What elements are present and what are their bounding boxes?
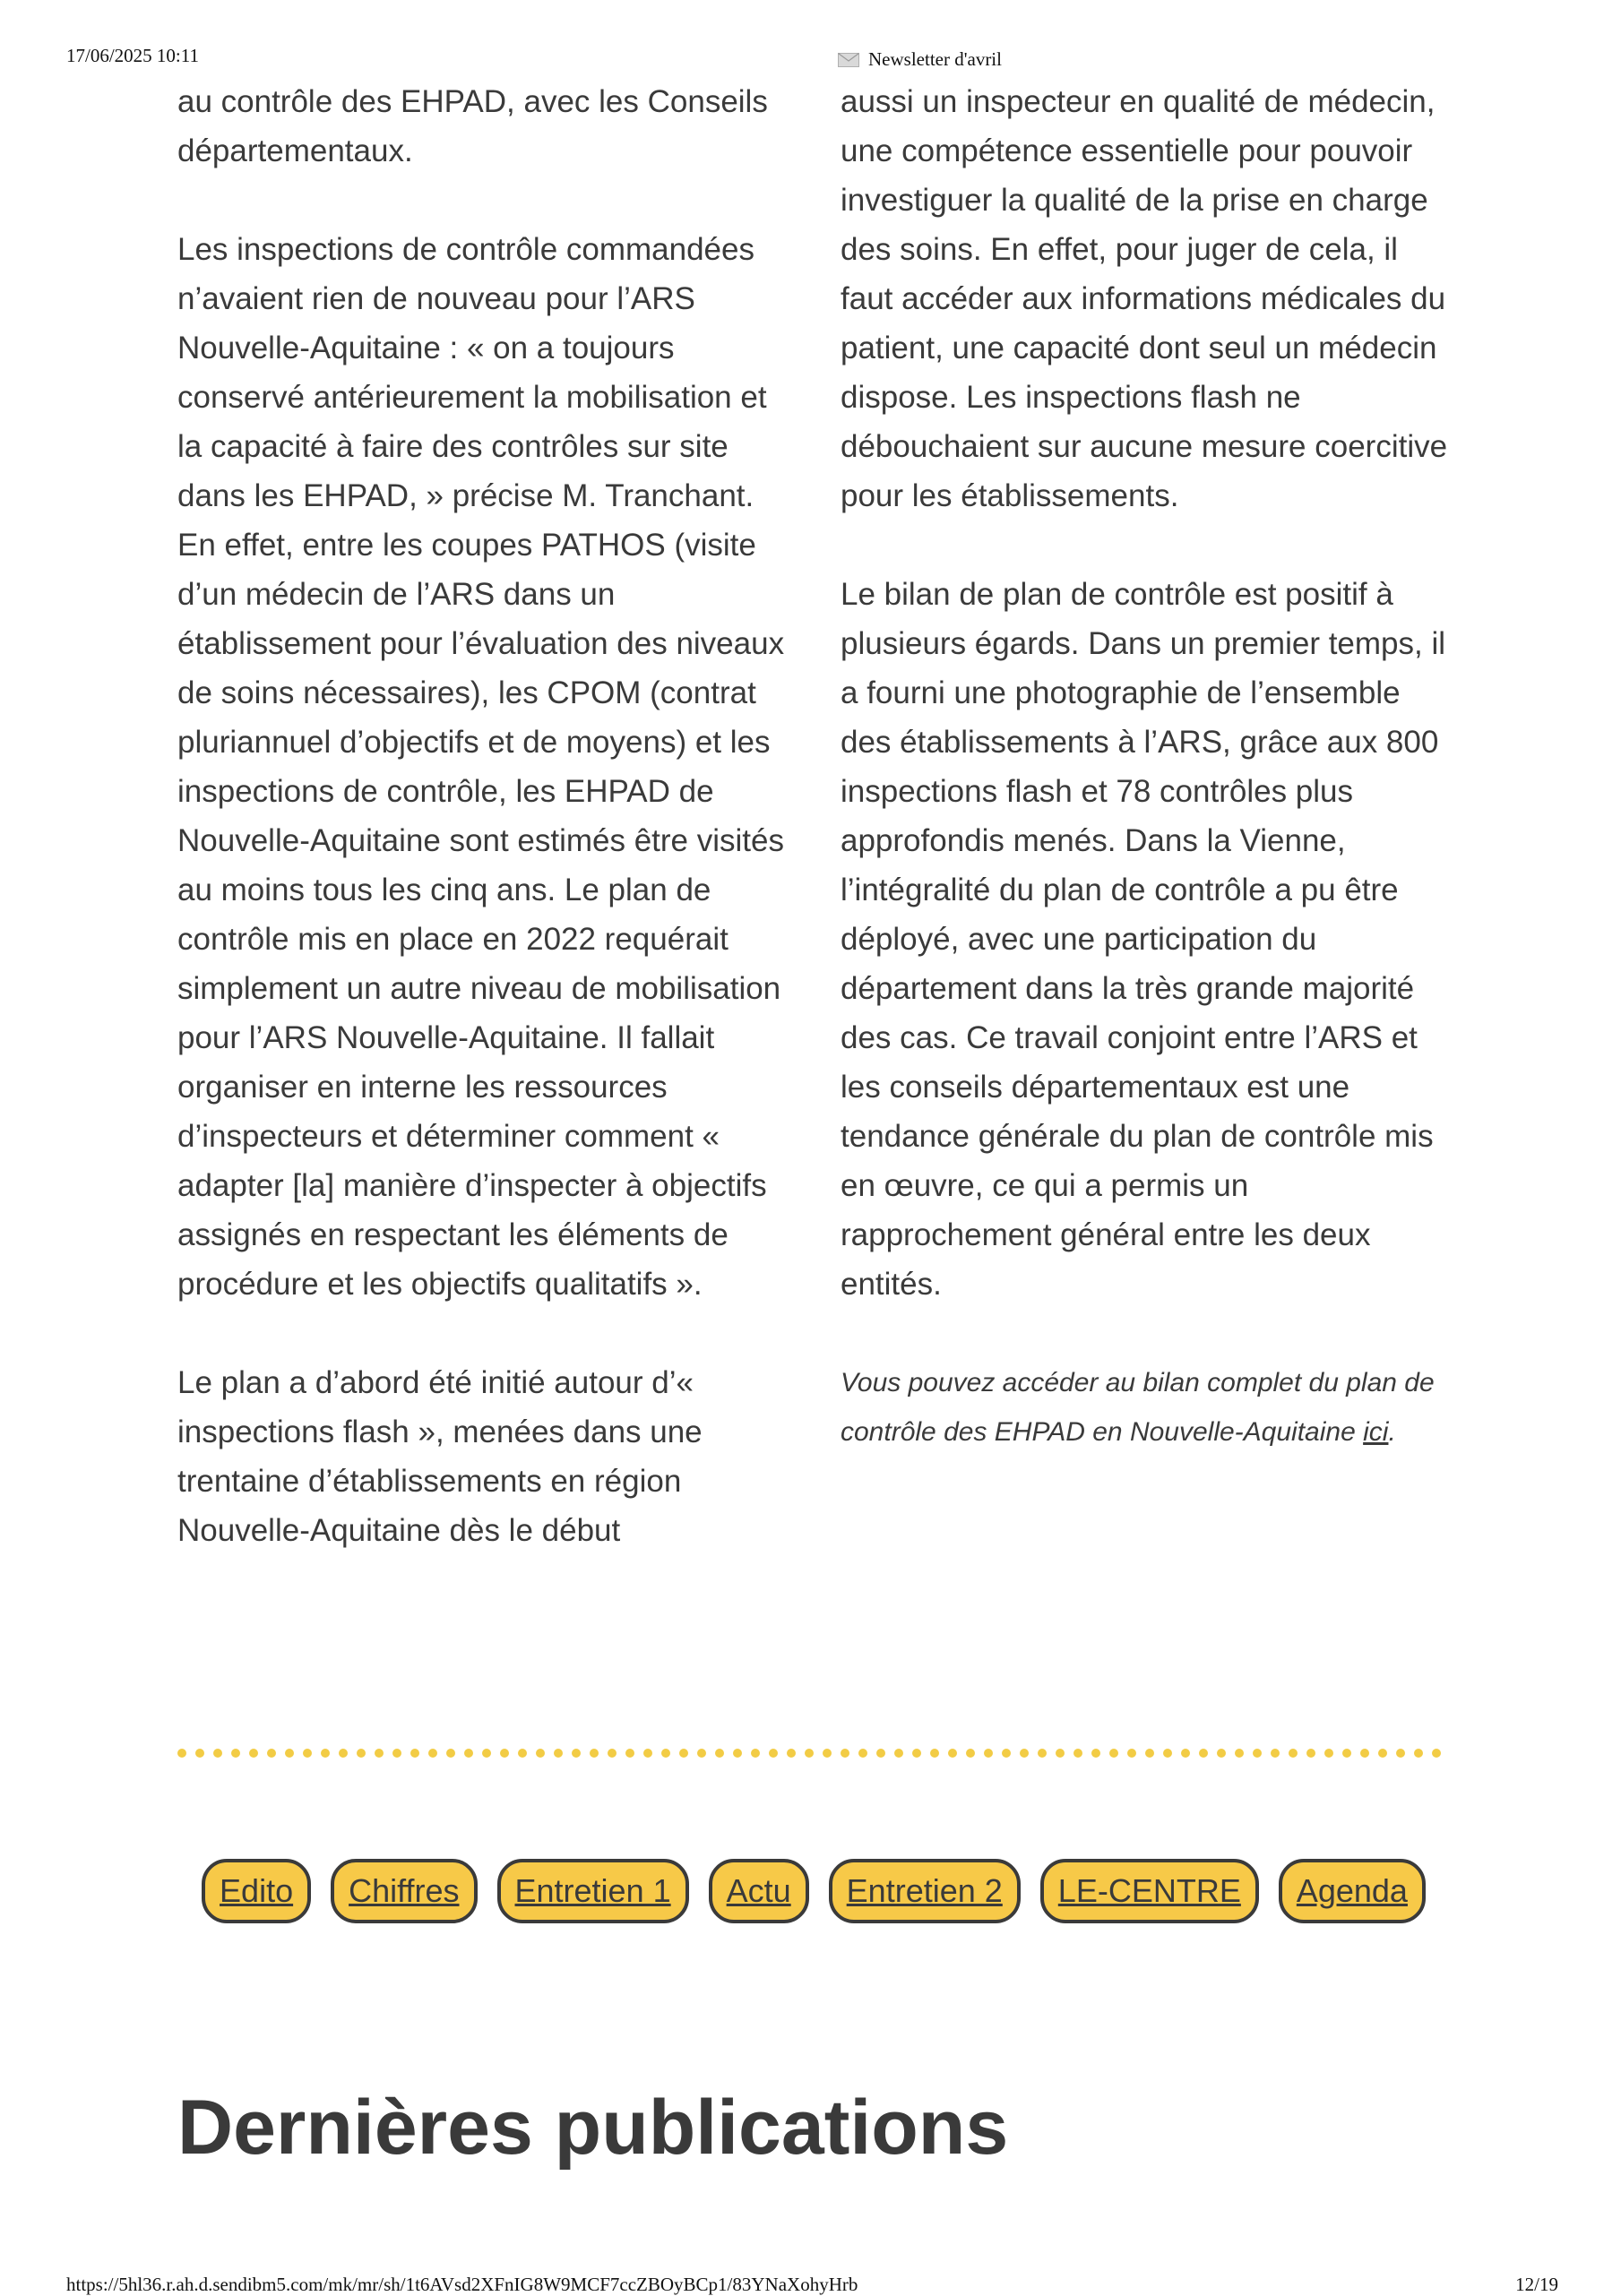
divider-dot xyxy=(518,1749,527,1758)
article-columns xyxy=(177,77,1450,1604)
divider-dot xyxy=(1217,1749,1226,1758)
print-header xyxy=(0,45,1621,81)
nav-button-agenda[interactable]: Agenda xyxy=(1279,1859,1426,1923)
divider-dot xyxy=(1163,1749,1172,1758)
divider-dot xyxy=(249,1749,258,1758)
divider-dot xyxy=(339,1749,348,1758)
divider-dot xyxy=(1396,1749,1405,1758)
left-paragraph-2: Les inspections de contrôle commandées n’avaient rien de nouveau pour l’ARS Nouvelle-Aquitaine : « on a toujours conservé antérieurement la mobilisation et la capacité à faire des contrôles sur site dans les EHPAD, » précise M. Tranchant. En effet, entre les coupes PATHOS (visite d’un médecin de l’ARS dans un établissement pour l’évaluation des niveaux de soins nécessaires), les CPOM (contrat pluriannuel d’objectifs et de moyens) et les inspections de contrôle, les EHPAD de Nouvelle-Aquitaine sont estimés être visités au moins tous les cinq ans. Le plan de contrôle mis en place en 2022 requérait simplement un autre niveau de mobilisation pour l’ARS Nouvelle-Aquitaine. Il fallait organiser en interne les ressources d’inspecteurs et déterminer comment « adapter [la] manière d’inspecter à objectifs assignés en respectant les éléments de procédure et les objectifs qualitatifs ». xyxy=(177,232,785,1302)
divider-dot xyxy=(1378,1749,1387,1758)
print-title-wrap xyxy=(838,48,1002,71)
divider-dot xyxy=(554,1749,563,1758)
divider-dot xyxy=(1056,1749,1065,1758)
right-column xyxy=(841,77,1450,1604)
divider-dot xyxy=(930,1749,939,1758)
newsletter-nav xyxy=(177,1859,1450,1923)
divider-dot xyxy=(697,1749,706,1758)
divider-dot xyxy=(267,1749,276,1758)
nav-button-le-centre[interactable]: LE-CENTRE xyxy=(1040,1859,1259,1923)
right-paragraph-2: Le bilan de plan de contrôle est positif à plusieurs égards. Dans un premier temps, il a fourni une photographie de l’ensemble des établissements à l’ARS, grâce aux 800 inspections flash et 78 contrôles plus approfondis menés. Dans la Vienne, l’intégralité du plan de contrôle a pu être déployé, avec une participation du département dans la très grande majorité des cas. Ce travail conjoint entre l’ARS et les conseils départementaux est une tendance générale du plan de contrôle mis en œuvre, ce qui a permis un rapprochement général entre les deux entités. xyxy=(841,577,1446,1302)
nav-button-edito[interactable]: Edito xyxy=(202,1859,311,1923)
divider-dot xyxy=(715,1749,724,1758)
divider-dot xyxy=(464,1749,473,1758)
divider-dot xyxy=(1002,1749,1011,1758)
divider-dot xyxy=(966,1749,975,1758)
divider-dot xyxy=(1289,1749,1298,1758)
divider-dot xyxy=(948,1749,957,1758)
divider-dot xyxy=(608,1749,616,1758)
divider-dot xyxy=(446,1749,455,1758)
divider-dot xyxy=(912,1749,921,1758)
divider-dot xyxy=(500,1749,509,1758)
divider-dot xyxy=(1127,1749,1136,1758)
divider-dot xyxy=(858,1749,867,1758)
divider-dot xyxy=(1342,1749,1351,1758)
left-column xyxy=(177,77,787,1604)
divider-dot xyxy=(375,1749,384,1758)
print-url: https://5hl36.r.ah.d.sendibm5.com/mk/mr/sh/1t6AVsd2XFnIG8W9MCF7ccZBOyBCp1/83YNaXohyHrb xyxy=(66,2274,858,2295)
divider-dot xyxy=(984,1749,993,1758)
divider-dot xyxy=(823,1749,832,1758)
nav-button-entretien-2[interactable]: Entretien 2 xyxy=(829,1859,1021,1923)
divider-dot xyxy=(733,1749,742,1758)
divider-dot xyxy=(195,1749,204,1758)
page-number: 12/19 xyxy=(1515,2274,1558,2295)
divider-dot xyxy=(1306,1749,1315,1758)
section-title: Dernières publications xyxy=(177,2085,1009,2171)
divider-dot xyxy=(357,1749,366,1758)
left-paragraph-1: au contrôle des EHPAD, avec les Conseils départementaux. xyxy=(177,84,768,168)
divider-dot xyxy=(805,1749,814,1758)
divider-dot xyxy=(679,1749,688,1758)
divider-dot xyxy=(787,1749,796,1758)
report-note xyxy=(841,1358,1450,1457)
divider-dot xyxy=(590,1749,599,1758)
divider-dot xyxy=(751,1749,760,1758)
divider-dot xyxy=(1414,1749,1423,1758)
nav-button-chiffres[interactable]: Chiffres xyxy=(331,1859,477,1923)
report-link[interactable]: ici xyxy=(1363,1417,1389,1447)
nav-button-actu[interactable]: Actu xyxy=(709,1859,809,1923)
divider-dot xyxy=(1020,1749,1029,1758)
divider-dot xyxy=(392,1749,401,1758)
print-title: Newsletter d'avril xyxy=(868,48,1002,70)
print-date: 17/06/2025 10:11 xyxy=(66,45,199,66)
divider-dot xyxy=(1199,1749,1208,1758)
divider-dot xyxy=(231,1749,240,1758)
right-paragraph-1: aussi un inspecteur en qualité de médecin, une compétence essentielle pour pouvoir investiguer la qualité de la prise en charge des soins. En effet, pour juger de cela, il faut accéder aux informations médicales du patient, une capacité dont seul un médecin dispose. Les inspections flash ne débouchaient sur aucune mesure coercitive pour les établissements. xyxy=(841,84,1448,513)
divider-dot xyxy=(428,1749,437,1758)
divider-dot xyxy=(1073,1749,1082,1758)
divider-dot xyxy=(625,1749,634,1758)
left-paragraph-3: Le plan a d’abord été initié autour d’« inspections flash », menées dans une trentaine d’établissements en région Nouvelle-Aquitaine dès le début xyxy=(177,1365,703,1548)
divider-dot xyxy=(177,1749,186,1758)
divider-dot xyxy=(1253,1749,1262,1758)
divider-dot xyxy=(213,1749,222,1758)
divider-dot xyxy=(1181,1749,1190,1758)
divider-dot xyxy=(1432,1749,1441,1758)
envelope-icon xyxy=(838,53,859,67)
divider-dot xyxy=(1235,1749,1244,1758)
divider-dot xyxy=(661,1749,670,1758)
divider-dot xyxy=(876,1749,885,1758)
dotted-divider xyxy=(177,1747,1450,1759)
divider-dot xyxy=(536,1749,545,1758)
divider-dot xyxy=(769,1749,778,1758)
divider-dot xyxy=(1109,1749,1118,1758)
divider-dot xyxy=(1324,1749,1333,1758)
report-note-text: Vous pouvez accéder au bilan complet du plan de contrôle des EHPAD en Nouvelle-Aquitaine xyxy=(841,1368,1435,1447)
divider-dot xyxy=(894,1749,903,1758)
divider-dot xyxy=(572,1749,581,1758)
divider-dot xyxy=(321,1749,330,1758)
divider-dot xyxy=(285,1749,294,1758)
divider-dot xyxy=(1271,1749,1280,1758)
divider-dot xyxy=(1038,1749,1047,1758)
divider-dot xyxy=(1091,1749,1100,1758)
divider-dot xyxy=(410,1749,419,1758)
divider-dot xyxy=(841,1749,849,1758)
report-note-end: . xyxy=(1388,1417,1396,1447)
nav-button-entretien-1[interactable]: Entretien 1 xyxy=(497,1859,689,1923)
divider-dot xyxy=(303,1749,312,1758)
divider-dot xyxy=(482,1749,491,1758)
divider-dot xyxy=(1360,1749,1369,1758)
divider-dot xyxy=(643,1749,652,1758)
divider-dot xyxy=(1145,1749,1154,1758)
